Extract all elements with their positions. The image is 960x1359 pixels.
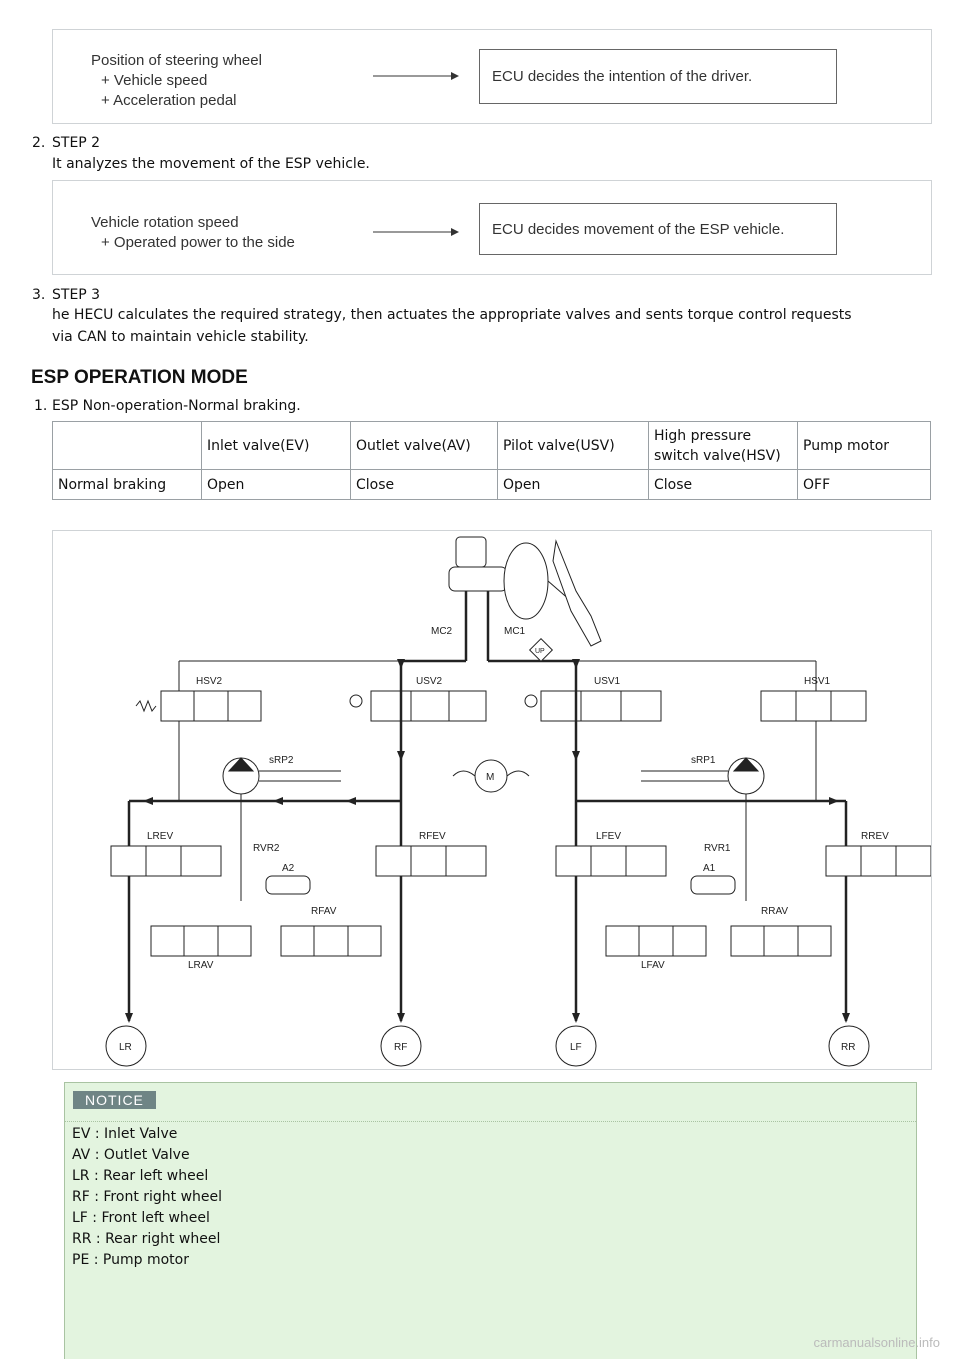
label-rvr2: RVR2: [253, 843, 280, 854]
notice-box: [64, 1082, 917, 1359]
notice-line-3: LR : Rear left wheel: [72, 1168, 209, 1184]
notice-line-4: RF : Front right wheel: [72, 1189, 223, 1205]
label-up: UP: [535, 648, 545, 655]
step2-text: It analyzes the movement of the ESP vehicle.: [52, 156, 370, 172]
label-lrev: LREV: [147, 831, 174, 842]
fig1-line-1: Position of steering wheel: [91, 52, 262, 69]
label-rfev: RFEV: [419, 831, 446, 842]
notice-line-7: PE : Pump motor: [72, 1252, 189, 1268]
fig2-line-1: Vehicle rotation speed: [91, 214, 239, 231]
label-hsv2: HSV2: [196, 676, 223, 687]
label-a1: A1: [703, 863, 716, 874]
table-header-row: [53, 422, 931, 470]
label-motor: M: [486, 772, 495, 783]
table-cell-mode: Normal braking: [53, 470, 202, 500]
fig1-line-3: + Acceleration pedal: [101, 92, 237, 109]
label-lrav: LRAV: [188, 960, 214, 971]
fig2-result-box: ECU decides movement of the ESP vehicle.: [479, 203, 837, 255]
hydraulic-diagram: [52, 530, 932, 1070]
label-wheel-rr: RR: [841, 1042, 856, 1053]
table-header-empty: [53, 422, 202, 470]
figure-driver-intention: [52, 29, 932, 124]
item1-number: 1.: [34, 398, 48, 414]
label-a2: A2: [282, 863, 295, 874]
label-lfav: LFAV: [641, 960, 665, 971]
step3-number: 3.: [32, 287, 46, 303]
table-cell-hsv: Close: [649, 470, 798, 500]
table-header-inlet: Inlet valve(EV): [202, 422, 351, 470]
label-usv2: USV2: [416, 676, 443, 687]
label-hsv1: HSV1: [804, 676, 831, 687]
label-mc1: MC1: [504, 626, 526, 637]
label-usv1: USV1: [594, 676, 621, 687]
label-wheel-rf: RF: [394, 1042, 408, 1053]
notice-line-5: LF : Front left wheel: [72, 1210, 210, 1226]
hydraulic-circuit-svg: [53, 531, 931, 1069]
label-rrav: RRAV: [761, 906, 789, 917]
label-rfav: RFAV: [311, 906, 337, 917]
label-srp2: sRP2: [269, 755, 294, 766]
label-rrev: RREV: [861, 831, 889, 842]
table-header-pump: Pump motor: [798, 422, 931, 470]
item1-text: ESP Non-operation-Normal braking.: [52, 398, 301, 414]
table-header-hsv-line2: switch valve(HSV): [654, 447, 781, 464]
notice-divider: [65, 1121, 916, 1122]
step3-text-1: he HECU calculates the required strategy, then actuates the appropriate valves and sents torque control requests: [52, 307, 852, 323]
footer-watermark: carmanualsonline.info: [813, 1335, 940, 1350]
table-cell-outlet: Close: [351, 470, 498, 500]
label-lfev: LFEV: [596, 831, 622, 842]
table-header-pilot: Pilot valve(USV): [498, 422, 649, 470]
label-mc2: MC2: [431, 626, 453, 637]
label-srp1: sRP1: [691, 755, 716, 766]
label-rvr1: RVR1: [704, 843, 731, 854]
step2-heading: STEP 2: [52, 135, 101, 151]
table-cell-inlet: Open: [202, 470, 351, 500]
table-cell-pilot: Open: [498, 470, 649, 500]
table-row: [53, 470, 931, 500]
notice-line-6: RR : Rear right wheel: [72, 1231, 221, 1247]
table-header-hsv-line1: High pressure: [654, 427, 752, 444]
step3-heading: STEP 3: [52, 287, 101, 303]
notice-line-2: AV : Outlet Valve: [72, 1147, 190, 1163]
operation-mode-table: [52, 421, 931, 500]
table-header-outlet: Outlet valve(AV): [351, 422, 498, 470]
label-wheel-lf: LF: [570, 1042, 582, 1053]
fig1-result-box: ECU decides the intention of the driver.: [479, 49, 837, 104]
notice-badge: NOTICE: [73, 1091, 156, 1109]
fig1-line-2: + Vehicle speed: [101, 72, 208, 89]
step2-number: 2.: [32, 135, 46, 151]
notice-line-1: EV : Inlet Valve: [72, 1126, 178, 1142]
fig2-line-2: + Operated power to the side: [101, 234, 295, 251]
arrow-right-icon: [371, 226, 461, 238]
arrow-right-icon: [371, 70, 461, 82]
table-header-hsv: [649, 422, 798, 470]
section-title: ESP OPERATION MODE: [31, 367, 248, 388]
figure-vehicle-movement: [52, 180, 932, 275]
label-wheel-lr: LR: [119, 1042, 132, 1053]
step3-text-2: via CAN to maintain vehicle stability.: [52, 329, 309, 345]
table-cell-pump: OFF: [798, 470, 931, 500]
